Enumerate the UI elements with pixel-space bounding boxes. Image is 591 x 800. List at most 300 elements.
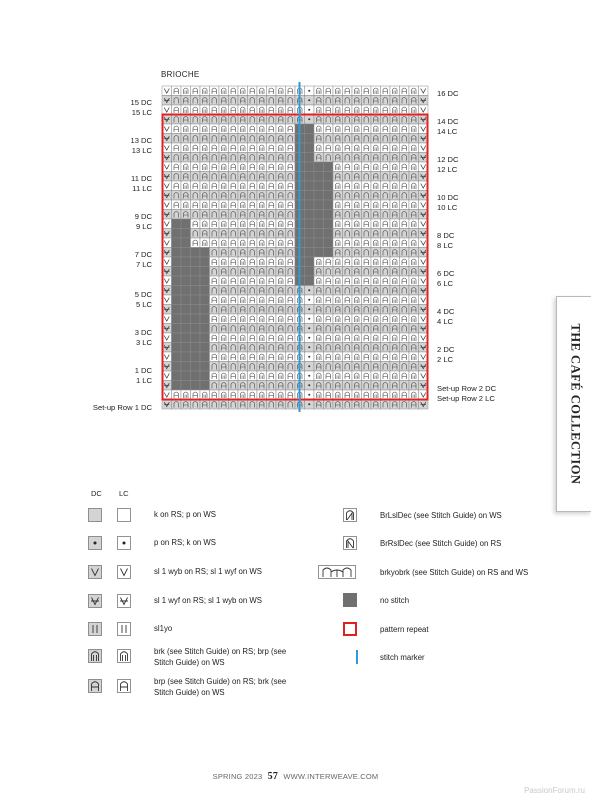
stitch-cell (409, 210, 419, 220)
dot-icon (308, 327, 310, 329)
stitch-cell (400, 124, 410, 134)
stitch-cell (210, 295, 220, 305)
no-stitch-cell (314, 191, 324, 201)
stitch-cell (371, 371, 381, 381)
stitch-cell (276, 286, 286, 296)
stitch-cell (371, 362, 381, 372)
no-stitch-cell (200, 276, 210, 286)
stitch-cell (172, 172, 182, 182)
stitch-cell (400, 200, 410, 210)
stitch-cell (238, 305, 248, 315)
stitch-cell (343, 400, 353, 410)
stitch-cell (276, 314, 286, 324)
stitch-cell (181, 96, 191, 106)
stitch-cell (200, 162, 210, 172)
stitch-cell (257, 314, 267, 324)
no-stitch-cell (305, 143, 315, 153)
stitch-cell (314, 286, 324, 296)
chart-row (162, 238, 428, 248)
stitch-cell (371, 172, 381, 182)
dot-icon (308, 289, 310, 291)
stitch-cell (390, 143, 400, 153)
legend-swatch-lc (117, 679, 131, 693)
stitch-cell (200, 229, 210, 239)
stitch-cell (248, 333, 258, 343)
no-stitch-cell (191, 371, 201, 381)
stitch-cell (267, 124, 277, 134)
stitch-cell (229, 362, 239, 372)
stitch-cell (343, 352, 353, 362)
stitch-cell (257, 257, 267, 267)
stitch-cell (371, 276, 381, 286)
stitch-cell (238, 381, 248, 391)
dot-icon (308, 109, 310, 111)
stitch-cell (172, 96, 182, 106)
stitch-cell (324, 115, 334, 125)
stitch-cell (181, 143, 191, 153)
row-label-right: 10 LC (437, 203, 458, 212)
stitch-cell (409, 314, 419, 324)
stitch-cell (371, 333, 381, 343)
no-stitch-cell (191, 305, 201, 315)
stitch-cell (210, 200, 220, 210)
stitch-cell (219, 115, 229, 125)
stitch-cell (267, 362, 277, 372)
stitch-cell (172, 134, 182, 144)
stitch-cell (257, 286, 267, 296)
no-stitch-cell (314, 248, 324, 258)
no-stitch-cell (324, 181, 334, 191)
stitch-cell (381, 181, 391, 191)
v-bar-icon (117, 594, 131, 608)
no-stitch-cell (314, 229, 324, 239)
stitch-cell (324, 267, 334, 277)
stitch-cell (257, 276, 267, 286)
stitch-cell (200, 115, 210, 125)
stitch-cell (200, 191, 210, 201)
stitch-cell (229, 324, 239, 334)
stitch-cell (352, 257, 362, 267)
stitch-cell (409, 86, 419, 96)
stitch-cell (210, 86, 220, 96)
chart-row (162, 295, 428, 305)
stitch-cell (219, 96, 229, 106)
stitch-cell (381, 362, 391, 372)
no-stitch-cell (200, 267, 210, 277)
legend-swatch-lc (117, 622, 131, 636)
row-label-right: 12 DC (437, 155, 459, 164)
stitch-cell (352, 238, 362, 248)
stitch-cell (286, 343, 296, 353)
stitch-cell (390, 124, 400, 134)
stitch-cell (191, 124, 201, 134)
stitch-cell (257, 324, 267, 334)
stitch-cell (362, 191, 372, 201)
stitch-cell (172, 86, 182, 96)
stitch-cell (172, 210, 182, 220)
stitch-cell (267, 229, 277, 239)
stitch-cell (229, 295, 239, 305)
no-stitch-cell (305, 210, 315, 220)
stitch-cell (343, 105, 353, 115)
stitch-cell (333, 191, 343, 201)
stitch-cell (248, 400, 258, 410)
stitch-cell (352, 352, 362, 362)
stitch-cell (324, 343, 334, 353)
stitch-cell (362, 343, 372, 353)
stitch-cell (381, 305, 391, 315)
no-stitch-cell (191, 286, 201, 296)
legend-label: BrLslDec (see Stitch Guide) on WS (380, 511, 502, 520)
chart-row (162, 314, 428, 324)
stitch-cell (409, 333, 419, 343)
stitch-cell (276, 191, 286, 201)
stitch-cell (390, 86, 400, 96)
no-stitch-cell (181, 352, 191, 362)
stitch-cell (371, 153, 381, 163)
stitch-cell (210, 181, 220, 191)
stitch-cell (314, 86, 324, 96)
stitch-cell (381, 381, 391, 391)
no-stitch-cell (200, 324, 210, 334)
stitch-cell (352, 96, 362, 106)
no-stitch-cell (172, 276, 182, 286)
stitch-cell (267, 295, 277, 305)
stitch-cell (314, 257, 324, 267)
stitch-cell (362, 219, 372, 229)
stitch-cell (267, 286, 277, 296)
stitch-cell (229, 381, 239, 391)
stitch-cell (276, 96, 286, 106)
stitch-cell (267, 153, 277, 163)
stitch-cell (210, 257, 220, 267)
stitch-cell (352, 229, 362, 239)
no-stitch-cell (314, 200, 324, 210)
stitch-cell (276, 362, 286, 372)
stitch-cell (400, 314, 410, 324)
stitch-cell (324, 86, 334, 96)
stitch-cell (343, 276, 353, 286)
stitch-cell (200, 400, 210, 410)
stitch-cell (390, 276, 400, 286)
stitch-cell (409, 181, 419, 191)
marker-icon (356, 650, 358, 664)
stitch-cell (276, 400, 286, 410)
stitch-cell (181, 181, 191, 191)
stitch-cell (286, 276, 296, 286)
stitch-cell (371, 96, 381, 106)
stitch-cell (172, 124, 182, 134)
row-label-left: 13 DC (130, 136, 152, 145)
stitch-cell (229, 267, 239, 277)
no-stitch-cell (191, 248, 201, 258)
stitch-cell (276, 343, 286, 353)
stitch-cell (381, 153, 391, 163)
stitch-cell (229, 286, 239, 296)
stitch-cell (400, 305, 410, 315)
stitch-cell (371, 86, 381, 96)
stitch-cell (267, 343, 277, 353)
stitch-cell (381, 276, 391, 286)
stitch-cell (210, 143, 220, 153)
stitch-cell (219, 362, 229, 372)
stitch-cell (362, 352, 372, 362)
stitch-cell (324, 305, 334, 315)
no-stitch-cell (191, 276, 201, 286)
stitch-cell (219, 86, 229, 96)
stitch-cell (286, 314, 296, 324)
stitch-cell (229, 352, 239, 362)
row-label-right: Set-up Row 2 DC (437, 384, 497, 393)
a-icon (117, 679, 131, 693)
stitch-cell (390, 352, 400, 362)
stitch-cell (343, 181, 353, 191)
stitch-cell (219, 210, 229, 220)
no-stitch-cell (200, 352, 210, 362)
stitch-cell (257, 267, 267, 277)
stitch-cell (352, 390, 362, 400)
stitch-cell (409, 381, 419, 391)
stitch-cell (276, 105, 286, 115)
legend-label: brkyobrk (see Stitch Guide) on RS and WS (380, 568, 529, 577)
stitch-cell (191, 400, 201, 410)
stitch-cell (238, 248, 248, 258)
no-stitch-cell (181, 371, 191, 381)
stitch-cell (400, 219, 410, 229)
stitch-cell (238, 400, 248, 410)
stitch-cell (276, 352, 286, 362)
no-stitch-cell (191, 267, 201, 277)
stitch-cell (248, 86, 258, 96)
stitch-cell (229, 248, 239, 258)
stitch-cell (238, 238, 248, 248)
row-label-left: Set-up Row 1 DC (92, 403, 152, 412)
stitch-cell (248, 181, 258, 191)
stitch-cell (390, 96, 400, 106)
stitch-cell (362, 324, 372, 334)
stitch-cell (210, 381, 220, 391)
stitch-cell (210, 191, 220, 201)
dot-icon (308, 318, 310, 320)
stitch-cell (390, 333, 400, 343)
stitch-cell (181, 390, 191, 400)
stitch-cell (276, 172, 286, 182)
stitch-cell (409, 248, 419, 258)
no-stitch-cell (172, 257, 182, 267)
stitch-cell (400, 162, 410, 172)
stitch-cell (267, 390, 277, 400)
no-stitch-cell (200, 314, 210, 324)
stitch-cell (257, 305, 267, 315)
stitch-cell (343, 295, 353, 305)
dot-icon (117, 536, 131, 550)
stitch-cell (248, 352, 258, 362)
stitch-cell (210, 314, 220, 324)
stitch-cell (191, 238, 201, 248)
stitch-cell (314, 115, 324, 125)
stitch-cell (248, 210, 258, 220)
stitch-cell (400, 286, 410, 296)
stitch-cell (371, 381, 381, 391)
stitch-cell (238, 181, 248, 191)
stitch-cell (210, 229, 220, 239)
legend-swatch-lc (117, 536, 131, 550)
stitch-cell (219, 248, 229, 258)
dot-icon (308, 394, 310, 396)
stitch-cell (352, 248, 362, 258)
dot-icon (308, 90, 310, 92)
stitch-cell (219, 105, 229, 115)
row-label-right: 14 DC (437, 117, 459, 126)
stitch-cell (371, 200, 381, 210)
chart-row (162, 134, 428, 144)
stitch-cell (381, 105, 391, 115)
stitch-cell (238, 371, 248, 381)
stitch-cell (191, 162, 201, 172)
no-stitch-cell (305, 153, 315, 163)
stitch-cell (200, 105, 210, 115)
legend-label: brk (see Stitch Guide) on RS; brp (see Stitch Guide) on WS (154, 647, 287, 667)
legend-swatch-dc (88, 508, 102, 522)
stitch-cell (286, 371, 296, 381)
stitch-cell (400, 248, 410, 258)
stitch-cell (333, 352, 343, 362)
stitch-cell (381, 333, 391, 343)
stitch-cell (229, 238, 239, 248)
no-stitch-cell (305, 267, 315, 277)
stitch-cell (390, 267, 400, 277)
stitch-cell (229, 153, 239, 163)
stitch-cell (352, 267, 362, 277)
stitch-cell (409, 172, 419, 182)
no-stitch-cell (305, 276, 315, 286)
stitch-cell (229, 333, 239, 343)
stitch-cell (200, 134, 210, 144)
stitch-cell (267, 134, 277, 144)
stitch-cell (409, 105, 419, 115)
stitch-cell (333, 324, 343, 334)
chart-row (162, 390, 428, 400)
stitch-cell (286, 248, 296, 258)
stitch-cell (286, 305, 296, 315)
stitch-cell (219, 124, 229, 134)
chart-row (162, 276, 428, 286)
no-stitch-cell (191, 352, 201, 362)
stitch-cell (172, 191, 182, 201)
stitch-cell (381, 115, 391, 125)
stitch-cell (229, 105, 239, 115)
stitch-cell (200, 200, 210, 210)
stitch-cell (181, 172, 191, 182)
stitch-cell (219, 153, 229, 163)
stitch-cell (390, 172, 400, 182)
stitch-cell (400, 362, 410, 372)
legend-label: BrRslDec (see Stitch Guide) on RS (380, 539, 502, 548)
stitch-cell (362, 86, 372, 96)
stitch-cell (400, 324, 410, 334)
stitch-cell (267, 276, 277, 286)
no-stitch-cell (181, 238, 191, 248)
stitch-cell (343, 343, 353, 353)
stitch-cell (229, 86, 239, 96)
legend-label: k on RS; p on WS (154, 510, 216, 519)
stitch-cell (352, 105, 362, 115)
stitch-cell (409, 362, 419, 372)
stitch-cell (352, 200, 362, 210)
stitch-cell (238, 172, 248, 182)
stitch-cell (267, 305, 277, 315)
stitch-cell (409, 134, 419, 144)
stitch-cell (210, 352, 220, 362)
stitch-cell (238, 390, 248, 400)
stitch-cell (409, 124, 419, 134)
stitch-cell (324, 400, 334, 410)
chart-row (162, 124, 428, 134)
stitch-cell (333, 333, 343, 343)
no-stitch-cell (172, 333, 182, 343)
stitch-cell (314, 105, 324, 115)
stitch-cell (409, 162, 419, 172)
stitch-cell (333, 390, 343, 400)
row-label-left: 3 DC (134, 328, 152, 337)
stitch-cell (257, 248, 267, 258)
stitch-cell (362, 286, 372, 296)
stitch-cell (276, 210, 286, 220)
dot-icon (308, 384, 310, 386)
row-label-left: 15 DC (130, 98, 152, 107)
stitch-cell (257, 362, 267, 372)
stitch-cell (276, 295, 286, 305)
stitch-cell (248, 362, 258, 372)
no-stitch-cell (181, 257, 191, 267)
no-stitch-cell (305, 219, 315, 229)
stitch-cell (419, 105, 429, 115)
stitch-cell (181, 115, 191, 125)
legend-label: p on RS; k on WS (154, 538, 216, 547)
legend-label: no stitch (380, 596, 410, 605)
chart-row (162, 286, 428, 296)
stitch-cell (352, 162, 362, 172)
no-stitch-cell (191, 257, 201, 267)
no-stitch-cell (324, 162, 334, 172)
stitch-cell (210, 219, 220, 229)
stitch-cell (200, 219, 210, 229)
stitch-cell (314, 276, 324, 286)
stitch-cell (343, 143, 353, 153)
stitch-cell (324, 371, 334, 381)
dot-icon (308, 337, 310, 339)
stitch-cell (286, 229, 296, 239)
stitch-cell (390, 400, 400, 410)
stitch-cell (343, 257, 353, 267)
stitch-cell (210, 400, 220, 410)
footer-page-number: 57 (267, 771, 279, 782)
stitch-cell (409, 343, 419, 353)
stitch-cell (267, 181, 277, 191)
stitch-cell (248, 162, 258, 172)
row-label-left: 1 LC (135, 376, 152, 385)
no-stitch-cell (305, 229, 315, 239)
stitch-cell (219, 276, 229, 286)
stitch-cell (276, 276, 286, 286)
stitch-cell (248, 200, 258, 210)
stitch-cell (333, 210, 343, 220)
stitch-cell (314, 352, 324, 362)
stitch-cell (191, 229, 201, 239)
chart-row (162, 257, 428, 267)
no-stitch-cell (181, 276, 191, 286)
stitch-cell (267, 172, 277, 182)
